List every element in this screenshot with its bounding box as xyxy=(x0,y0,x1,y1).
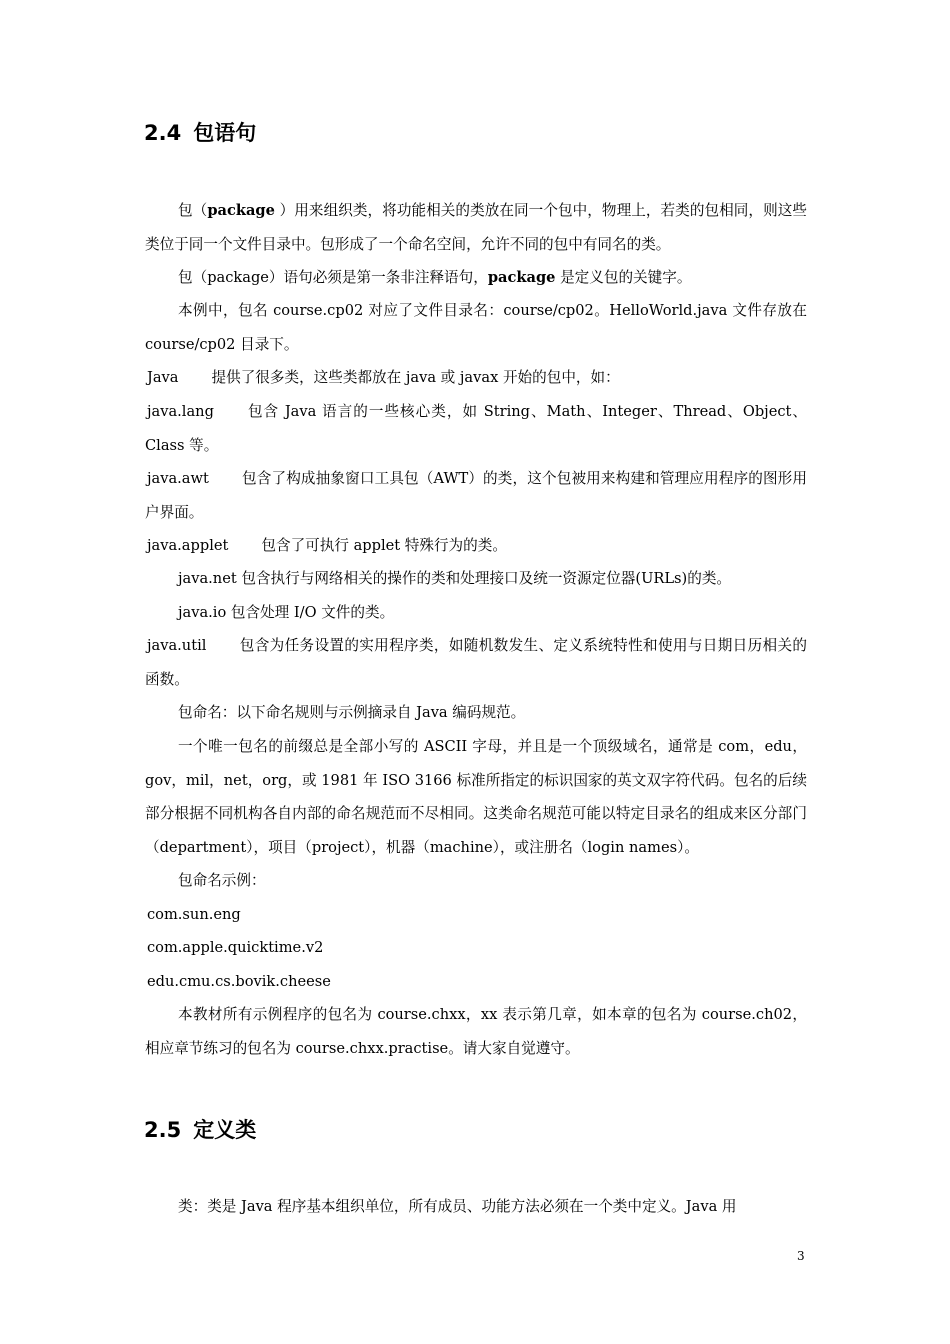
keyword-package: package xyxy=(487,269,556,286)
paragraph-package-intro xyxy=(145,194,807,261)
package-name: Java xyxy=(147,369,179,386)
example-package-name: com.sun.eng xyxy=(147,906,241,923)
package-name: java.applet xyxy=(147,537,229,554)
paragraph-java-util xyxy=(145,629,807,696)
paragraph-java-applet xyxy=(145,529,807,563)
section-title: 包语句 xyxy=(193,121,257,145)
section-heading-2-5 xyxy=(144,1115,256,1145)
page-number: 3 xyxy=(797,1249,805,1263)
package-name: java.util xyxy=(147,637,207,654)
section-heading-2-4 xyxy=(144,118,256,148)
section-number: 2.5 xyxy=(144,1118,182,1142)
package-description: 包含了可执行 applet 特殊行为的类。 xyxy=(261,537,507,554)
paragraph-java-net: java.net 包含执行与网络相关的操作的类和处理接口及统一资源定位器(URLs)的类。 xyxy=(178,570,732,587)
paragraph-java-lang xyxy=(145,395,807,462)
package-name: java.awt xyxy=(147,470,209,487)
package-description: 包含了构成抽象窗口工具包（AWT）的类，这个包被用来构建和管理应用程序的图形用户界面。 xyxy=(145,470,807,521)
paragraph-java-packages xyxy=(145,361,807,395)
text-run: 是定义包的关键字。 xyxy=(555,269,692,286)
package-description: 包含 Java 语言的一些核心类，如 String、Math、Integer、Thread、Object、Class 等。 xyxy=(145,403,807,454)
paragraph-naming-rules: 一个唯一包名的前缀总是全部小写的 ASCII 字母，并且是一个顶级域名，通常是 com，edu，gov，mil，net，org，或 1981 年 ISO 3166 标准所指定的标识国家的英文双字符代码。包名的后续部分根据不同机构各自内部的命名规范而不尽相同。这类命名规范可能以特定目录名的组成来区分部门（department），项目（project），机器（machine），或注册名（login names）。 xyxy=(145,738,807,856)
paragraph-class-definition: 类：类是 Java 程序基本组织单位，所有成员、功能方法必须在一个类中定义。Java 用 xyxy=(178,1198,737,1215)
paragraph-package-statement xyxy=(145,261,807,295)
paragraph-example-package: 本例中，包名 course.cp02 对应了文件目录名：course/cp02。HelloWorld.java 文件存放在 course/cp02 目录下。 xyxy=(145,302,807,353)
keyword-package: package xyxy=(207,202,275,219)
example-package-name: edu.cmu.cs.bovik.cheese xyxy=(147,973,331,990)
package-name: java.lang xyxy=(147,403,214,420)
paragraph-naming-intro: 包命名：以下命名规则与示例摘录自 Java 编码规范。 xyxy=(178,704,526,721)
paragraph-example-label: 包命名示例： xyxy=(178,872,266,889)
text-run: 包（package）语句必须是第一条非注释语句， xyxy=(178,269,488,286)
section-number: 2.4 xyxy=(144,121,182,145)
text-run: ）用来组织类，将功能相关的类放在同一个包中，物理上，若类的包相同，则这些类位于同一个文件目录中。包形成了一个命名空间，允许不同的包中有同名的类。 xyxy=(145,202,807,253)
paragraph-textbook-note: 本教材所有示例程序的包名为 course.chxx，xx 表示第几章，如本章的包名为 course.ch02，相应章节练习的包名为 course.chxx.practise。请大家自觉遵守。 xyxy=(145,1006,807,1057)
text-run: 包（ xyxy=(178,202,208,219)
paragraph-java-awt xyxy=(145,462,807,529)
package-description: 提供了很多类，这些类都放在 java 或 javax 开始的包中，如： xyxy=(211,369,620,386)
package-description: 包含为任务设置的实用程序类，如随机数发生、定义系统特性和使用与日期日历相关的函数。 xyxy=(145,637,807,688)
example-package-name: com.apple.quicktime.v2 xyxy=(147,939,324,956)
section-title: 定义类 xyxy=(193,1118,257,1142)
paragraph-java-io: java.io 包含处理 I/O 文件的类。 xyxy=(178,604,395,621)
